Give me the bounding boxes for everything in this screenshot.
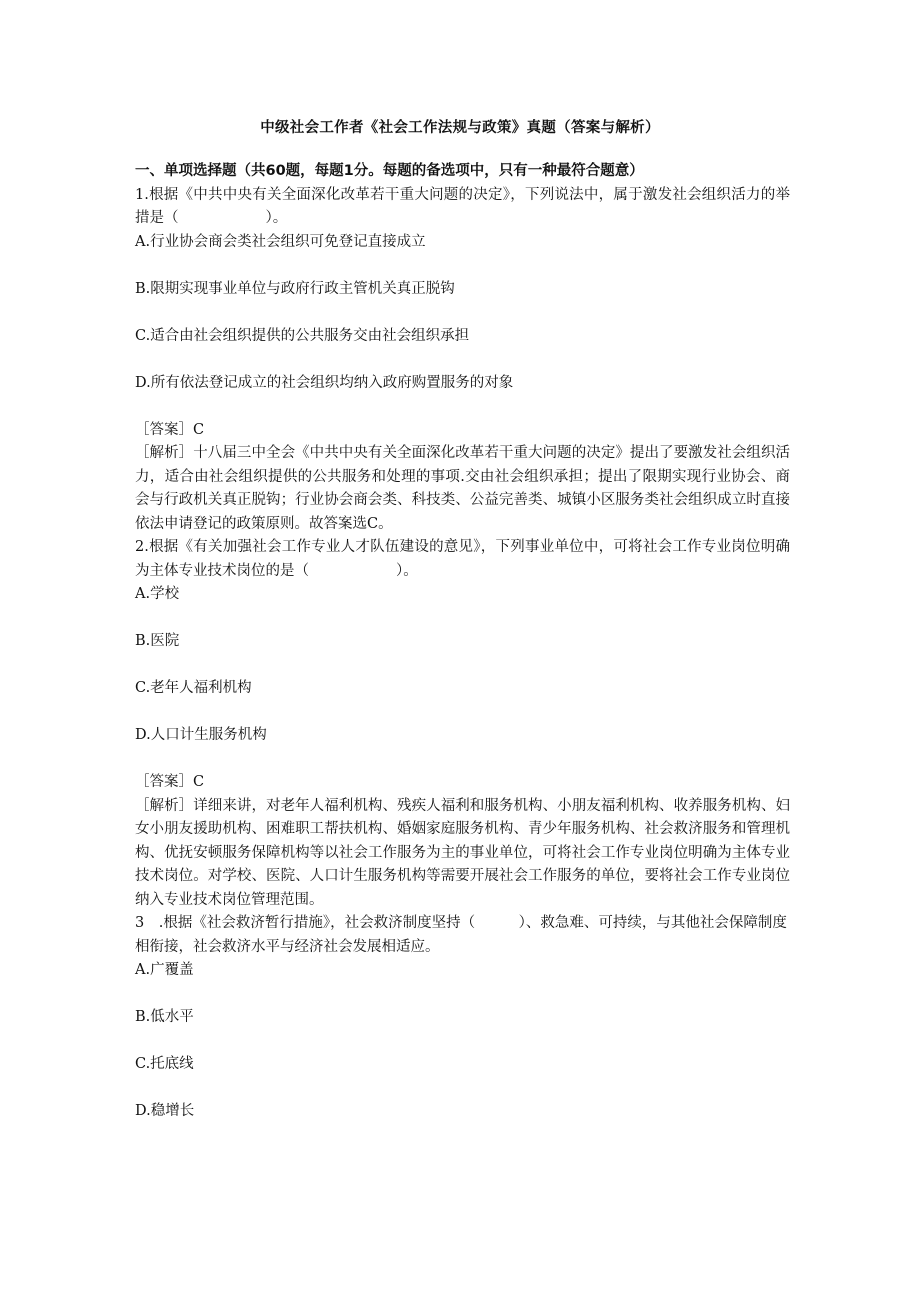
option-c: C.老年人福利机构: [135, 680, 252, 696]
option-c: C.适合由社会组织提供的公共服务交由社会组织承担: [135, 327, 470, 344]
section-heading: 一、单项选择题（共60题，每题1分。每题的备选项中，只有一种最符合题意）: [135, 163, 644, 179]
option-d: D.人口计生服务机构: [135, 727, 267, 743]
option-d: D.稳增长: [135, 1103, 195, 1119]
analysis: ［解析］十八届三中全会《中共中央有关全面深化改革若干重大问题的决定》提出了要激发社会组织活力，适合由社会组织提供的公共服务和处理的事项.交由社会组织承担；提出了限期实现行业协会、商会与行政机关真正脱钩；行业协会商会类、科技类、公益完善类、城镇小区服务类社会组织成立时直接依法申请登记的政策原则。故答案选C。: [135, 445, 790, 532]
document-body: [135, 160, 790, 1147]
question-stem: 3 .根据《社会救济暂行措施》，社会救济制度坚持（ ）、救急难、可持续，与其他社会保障制度相衔接，社会救济水平与经济社会发展相适应。: [135, 915, 787, 955]
option-b: B.医院: [135, 633, 180, 649]
question-stem: 1.根据《中共中央有关全面深化改革若干重大问题的决定》，下列说法中，属于激发社会组织活力的举措是（ ）。: [135, 186, 790, 226]
question-2: [135, 536, 790, 912]
question-stem: 2.根据《有关加强社会工作专业人才队伍建设的意见》，下列事业单位中，可将社会工作专业岗位明确为主体专业技术岗位的是（ ）。: [135, 539, 790, 579]
option-c: C.托底线: [135, 1056, 194, 1072]
option-a: A.广覆盖: [135, 962, 194, 978]
option-b: B.低水平: [135, 1009, 194, 1025]
answer: ［答案］C: [135, 774, 205, 790]
question-1: [135, 184, 790, 537]
question-3: [135, 912, 790, 1124]
answer: ［答案］C: [135, 421, 205, 438]
option-b: B.限期实现事业单位与政府行政主管机关真正脱钩: [135, 280, 455, 297]
option-a: A.学校: [135, 586, 180, 602]
analysis: ［解析］详细来讲，对老年人福利机构、残疾人福利和服务机构、小朋友福利机构、收养服务机构、妇女小朋友援助机构、困难职工帮扶机构、婚姻家庭服务机构、青少年服务机构、社会救济服务和管理机构、优抚安顿服务保障机构等以社会工作服务为主的事业单位，可将社会工作专业岗位明确为主体专业技术岗位。对学校、医院、人口计生服务机构等需要开展社会工作服务的单位，要将社会工作专业岗位纳入专业技术岗位管理范围。: [135, 797, 790, 908]
option-a: A.行业协会商会类社会组织可免登记直接成立: [135, 233, 426, 250]
option-d: D.所有依法登记成立的社会组织均纳入政府购置服务的对象: [135, 374, 514, 391]
document-title: 中级社会工作者《社会工作法规与政策》真题（答案与解析）: [260, 120, 660, 136]
